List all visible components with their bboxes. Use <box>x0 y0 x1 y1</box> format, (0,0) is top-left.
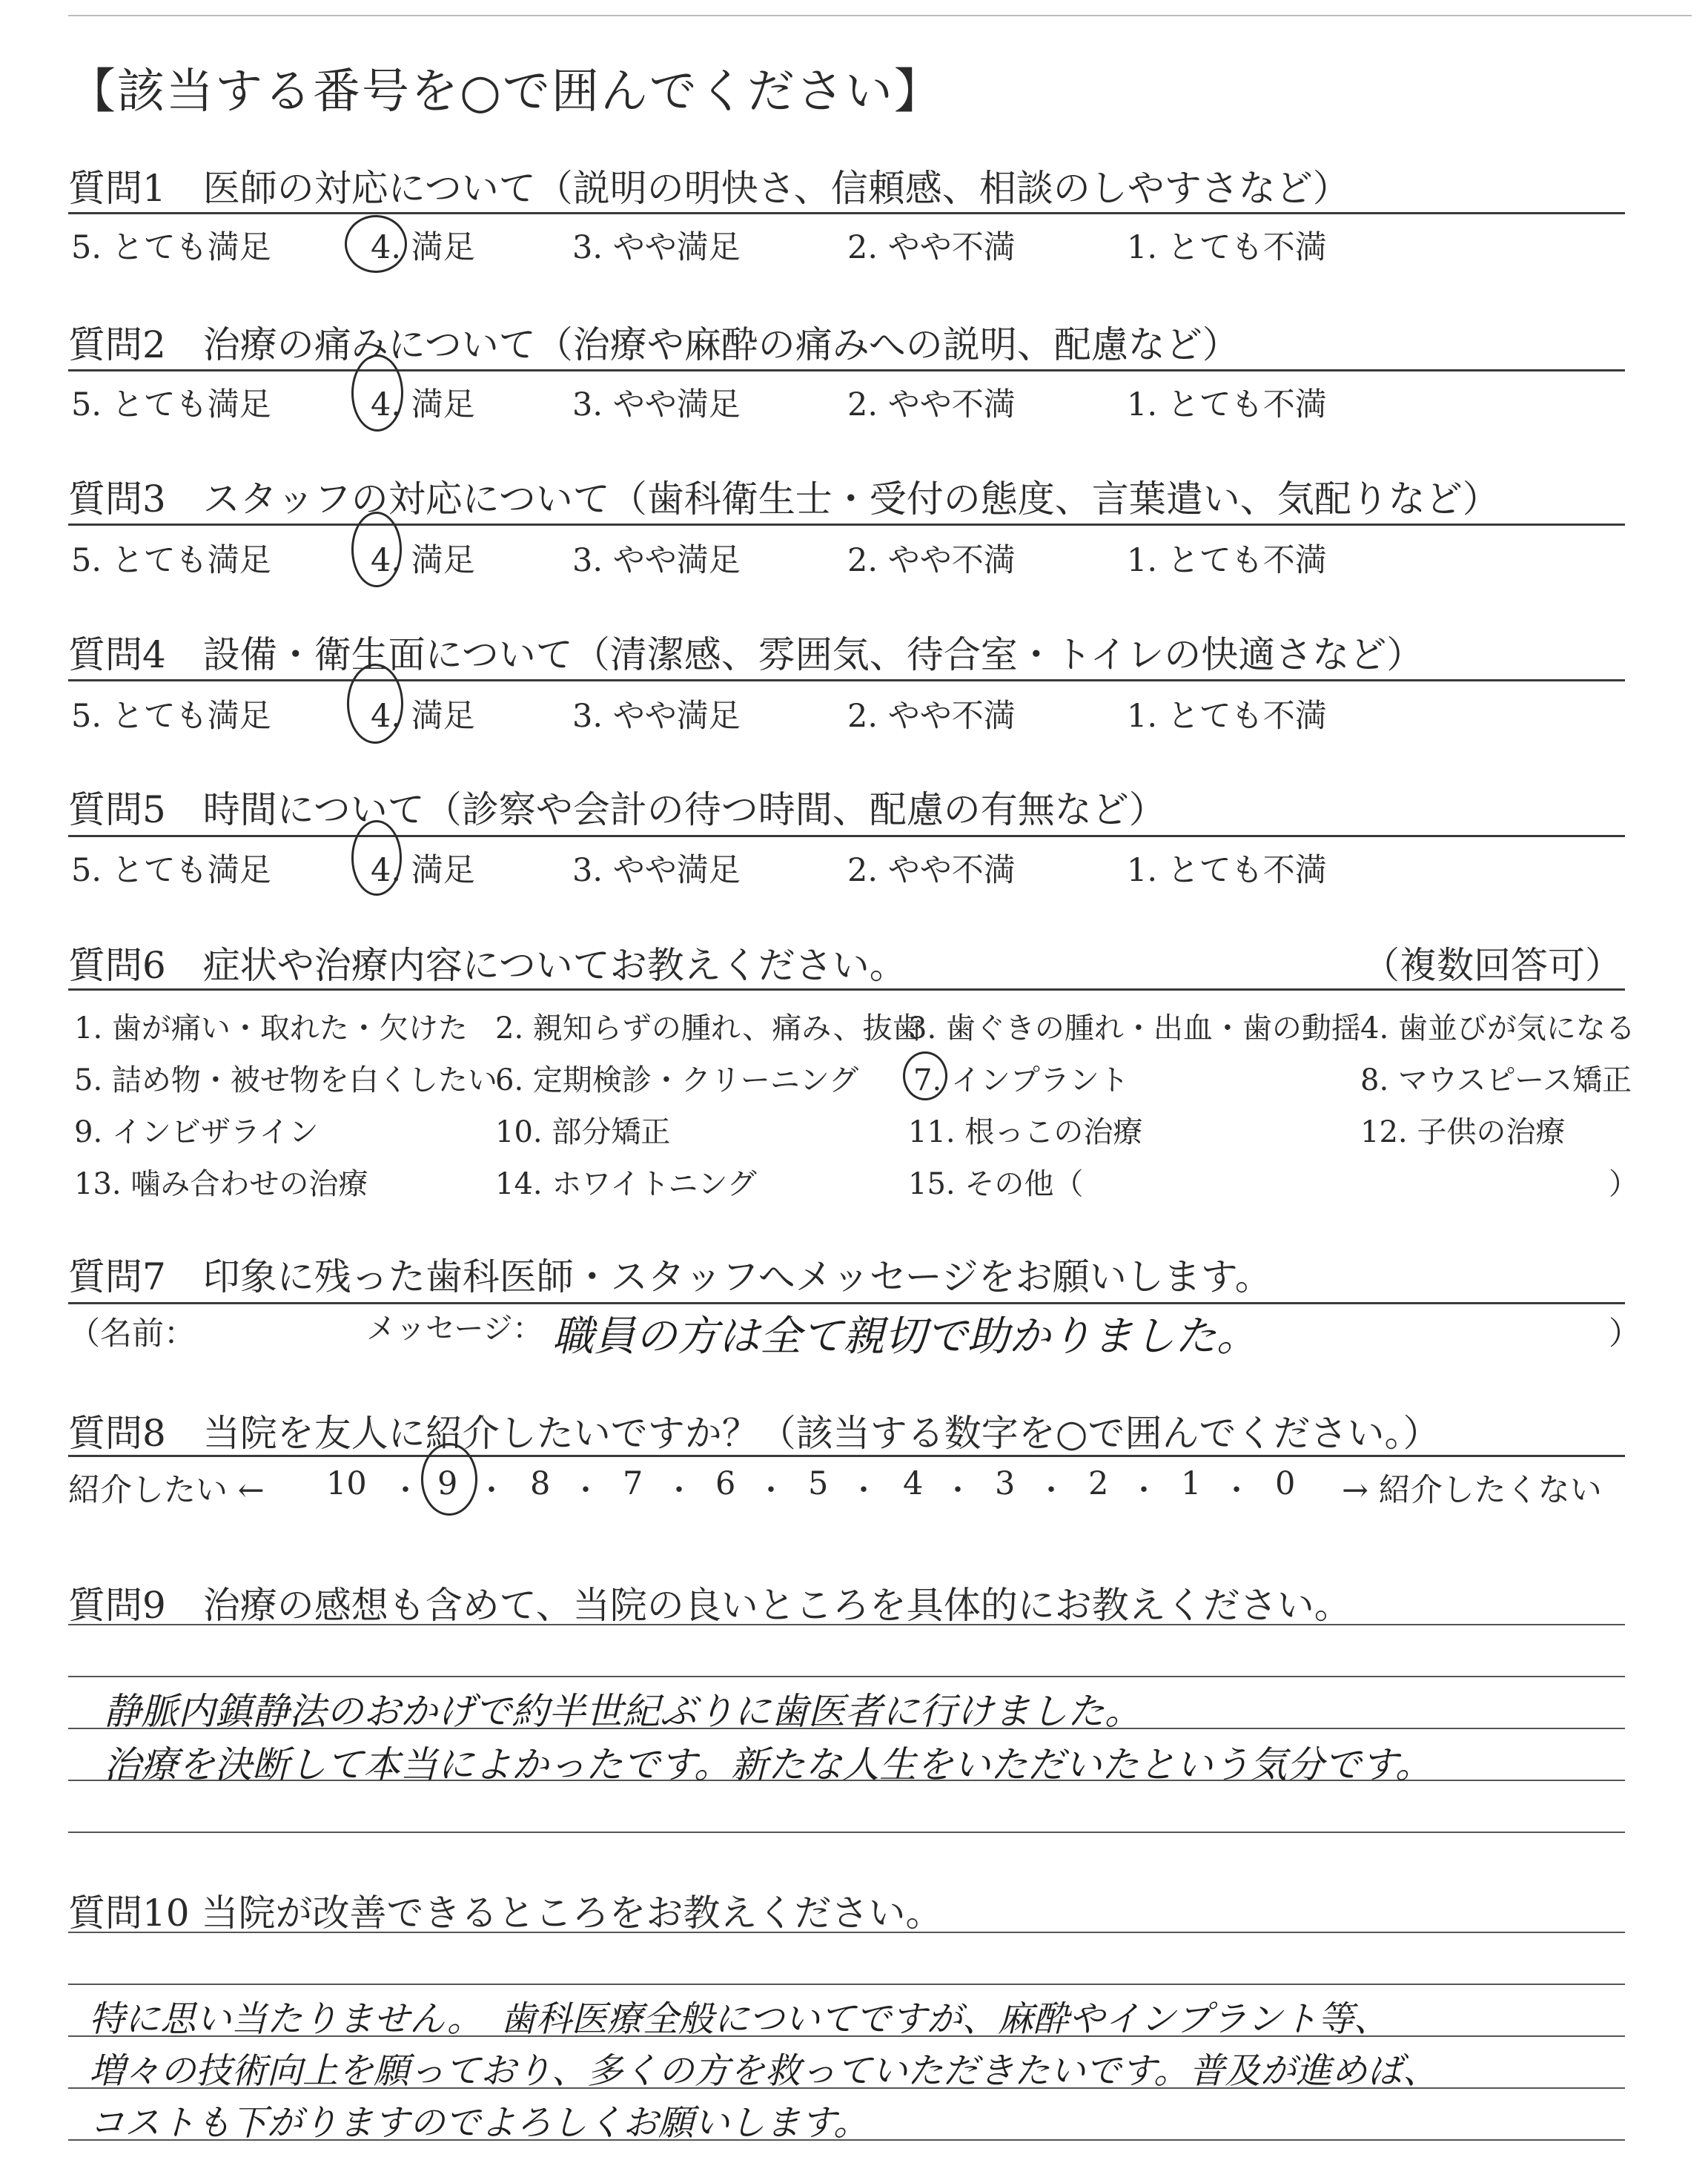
q1-rule <box>68 212 1625 214</box>
q6-item-8[interactable]: 8. マウスピース矯正 <box>1360 1063 1632 1097</box>
q6-item-13[interactable]: 13. 噛み合わせの治療 <box>74 1167 368 1201</box>
q8-dot: ・ <box>1036 1473 1066 1507</box>
q8-dot: ・ <box>756 1473 786 1507</box>
q8-num-0[interactable]: 0 <box>1275 1465 1296 1502</box>
q8-selection-circle <box>421 1443 477 1516</box>
q10-answer-line-2: 増々の技術向上を願っており、多くの方を救っていただきたいです。普及が進めば、 <box>89 2050 1439 2092</box>
q6-item-2[interactable]: 2. 親知らずの腫れ、痛み、抜歯 <box>495 1011 922 1046</box>
q10-heading: 質問10 当院が改善できるところをお教えください。 <box>68 1892 943 1935</box>
q9-rule-5 <box>68 1832 1625 1833</box>
q8-num-1[interactable]: 1 <box>1181 1465 1202 1502</box>
q8-dot: ・ <box>391 1473 420 1507</box>
q6-item-11[interactable]: 11. 根っこの治療 <box>908 1115 1143 1149</box>
q9-rule-1 <box>68 1624 1625 1625</box>
q7-message-handwritten: 職員の方は全て親切で助かりました。 <box>552 1312 1258 1361</box>
q1-opt-2[interactable]: 2. やや不満 <box>847 229 1016 266</box>
q5-heading: 質問5 時間について（診察や会計の待つ時間、配慮の有無など） <box>68 788 1166 831</box>
q8-right-label: → 紹介したくない <box>1342 1472 1602 1509</box>
q8-heading: 質問8 当院を友人に紹介したいですか？（該当する数字を○で囲んでください。） <box>68 1412 1440 1455</box>
q8-dot: ・ <box>1129 1473 1159 1507</box>
q3-opt-1[interactable]: 1. とても不満 <box>1127 542 1327 579</box>
q5-selection-circle <box>351 820 402 896</box>
q8-num-7[interactable]: 7 <box>623 1465 643 1502</box>
q6-item-7[interactable]: 7. インプラント <box>913 1063 1129 1097</box>
q2-opt-3[interactable]: 3. やや満足 <box>572 386 741 423</box>
q6-item-12[interactable]: 12. 子供の治療 <box>1360 1115 1566 1149</box>
q3-heading: 質問3 スタッフの対応について（歯科衛生士・受付の態度、言葉遣い、気配りなど） <box>68 478 1500 521</box>
q6-item-6[interactable]: 6. 定期検診・クリーニング <box>495 1063 859 1097</box>
q10-rule-1 <box>68 1932 1625 1933</box>
q6-item-15[interactable]: 15. その他（ <box>908 1167 1084 1201</box>
q8-num-10[interactable]: 10 <box>326 1465 367 1502</box>
q8-left-label: 紹介したい ← <box>68 1472 265 1509</box>
q1-opt-4[interactable]: 4. 満足 <box>371 229 475 266</box>
q8-num-2[interactable]: 2 <box>1088 1465 1109 1502</box>
q7-name-label: （名前： <box>68 1315 196 1353</box>
q7-close-paren: ） <box>1609 1315 1641 1353</box>
q1-selection-circle <box>345 215 407 273</box>
q6-heading: 質問6 症状や治療内容についてお教えください。 <box>68 944 907 987</box>
q2-opt-1[interactable]: 1. とても不満 <box>1127 386 1327 423</box>
q5-opt-1[interactable]: 1. とても不満 <box>1127 852 1327 889</box>
q1-opt-1[interactable]: 1. とても不満 <box>1127 229 1327 266</box>
q4-opt-5[interactable]: 5. とても満足 <box>71 698 271 735</box>
q6-item-4[interactable]: 4. 歯並びが気になる <box>1360 1011 1635 1046</box>
q1-heading: 質問1 医師の対応について（説明の明快さ、信頼感、相談のしやすさなど） <box>68 167 1350 210</box>
q4-opt-4[interactable]: 4. 満足 <box>371 698 475 735</box>
q8-rule <box>68 1455 1625 1457</box>
q4-opt-3[interactable]: 3. やや満足 <box>572 698 741 735</box>
q9-answer-line-1: 静脈内鎮静法のおかげで約半世紀ぶりに歯医者に行けました。 <box>104 1690 1142 1733</box>
q1-opt-3[interactable]: 3. やや満足 <box>572 229 741 266</box>
q5-opt-2[interactable]: 2. やや不満 <box>847 852 1016 889</box>
q5-opt-3[interactable]: 3. やや満足 <box>572 852 741 889</box>
q5-opt-5[interactable]: 5. とても満足 <box>71 852 271 889</box>
q5-rule <box>68 835 1625 837</box>
q1-opt-5[interactable]: 5. とても満足 <box>71 229 271 266</box>
q2-heading: 質問2 治療の痛みについて（治療や麻酔の痛みへの説明、配慮など） <box>68 323 1239 366</box>
q6-other-close: ） <box>1609 1167 1638 1201</box>
q6-rule <box>68 988 1625 991</box>
q10-answer-line-1: 特に思い当たりません。 歯科医療全般についてですが、麻酔やインプラント等、 <box>89 1998 1389 2040</box>
q3-opt-3[interactable]: 3. やや満足 <box>572 542 741 579</box>
q6-item-9[interactable]: 9. インビザライン <box>74 1115 319 1149</box>
q9-heading: 質問9 治療の感想も含めて、当院の良いところを具体的にお教えください。 <box>68 1584 1351 1627</box>
q8-num-4[interactable]: 4 <box>903 1465 924 1502</box>
q7-message-label: メッセージ： <box>366 1312 543 1346</box>
page-title: 【該当する番号を○で囲んでください】 <box>68 65 943 119</box>
q4-opt-1[interactable]: 1. とても不満 <box>1127 698 1327 735</box>
q2-selection-circle <box>351 354 403 432</box>
q4-opt-2[interactable]: 2. やや不満 <box>847 698 1016 735</box>
q2-opt-4[interactable]: 4. 満足 <box>371 386 475 423</box>
q8-dot: ・ <box>477 1473 506 1507</box>
q8-num-5[interactable]: 5 <box>808 1465 829 1502</box>
q8-num-3[interactable]: 3 <box>995 1465 1016 1502</box>
q8-num-9[interactable]: 9 <box>437 1465 458 1502</box>
q3-opt-2[interactable]: 2. やや不満 <box>847 542 1016 579</box>
q8-dot: ・ <box>664 1473 694 1507</box>
q10-answer-line-3: コストも下がりますのでよろしくお願いします。 <box>89 2102 870 2144</box>
q9-answer-line-2: 治療を決断して本当によかったです。新たな人生をいただいたという気分です。 <box>104 1743 1432 1786</box>
q8-num-6[interactable]: 6 <box>715 1465 736 1502</box>
q6-item-1[interactable]: 1. 歯が痛い・取れた・欠けた <box>74 1011 468 1046</box>
q5-opt-4[interactable]: 4. 満足 <box>371 852 475 889</box>
q6-item-10[interactable]: 10. 部分矯正 <box>495 1115 671 1149</box>
q4-selection-circle <box>347 664 403 744</box>
q3-opt-4[interactable]: 4. 満足 <box>371 542 475 579</box>
q3-selection-circle <box>351 512 402 587</box>
q8-dot: ・ <box>1222 1473 1251 1507</box>
q9-rule-2 <box>68 1676 1625 1677</box>
q3-rule <box>68 524 1625 526</box>
q2-opt-2[interactable]: 2. やや不満 <box>847 386 1016 423</box>
q10-rule-2 <box>68 1984 1625 1985</box>
q6-item-14[interactable]: 14. ホワイトニング <box>495 1167 757 1201</box>
q4-rule <box>68 679 1625 681</box>
q2-opt-5[interactable]: 5. とても満足 <box>71 386 271 423</box>
q8-dot: ・ <box>849 1473 878 1507</box>
q4-heading: 質問4 設備・衛生面について（清潔感、雰囲気、待合室・トイレの快適さなど） <box>68 633 1424 676</box>
q6-multiple-note: （複数回答可） <box>1363 944 1622 987</box>
q3-opt-5[interactable]: 5. とても満足 <box>71 542 271 579</box>
q8-dot: ・ <box>943 1473 973 1507</box>
q6-item-3[interactable]: 3. 歯ぐきの腫れ・出血・歯の動揺 <box>908 1011 1361 1046</box>
q8-num-8[interactable]: 8 <box>530 1465 551 1502</box>
q7-heading: 質問7 印象に残った歯科医師・スタッフへメッセージをお願いします。 <box>68 1255 1272 1298</box>
q8-dot: ・ <box>571 1473 600 1507</box>
q6-item-5[interactable]: 5. 詰め物・被せ物を白くしたい <box>74 1063 497 1097</box>
q6-selection-circle <box>903 1051 947 1100</box>
page-top-edge <box>68 15 1692 16</box>
q2-rule <box>68 369 1625 371</box>
